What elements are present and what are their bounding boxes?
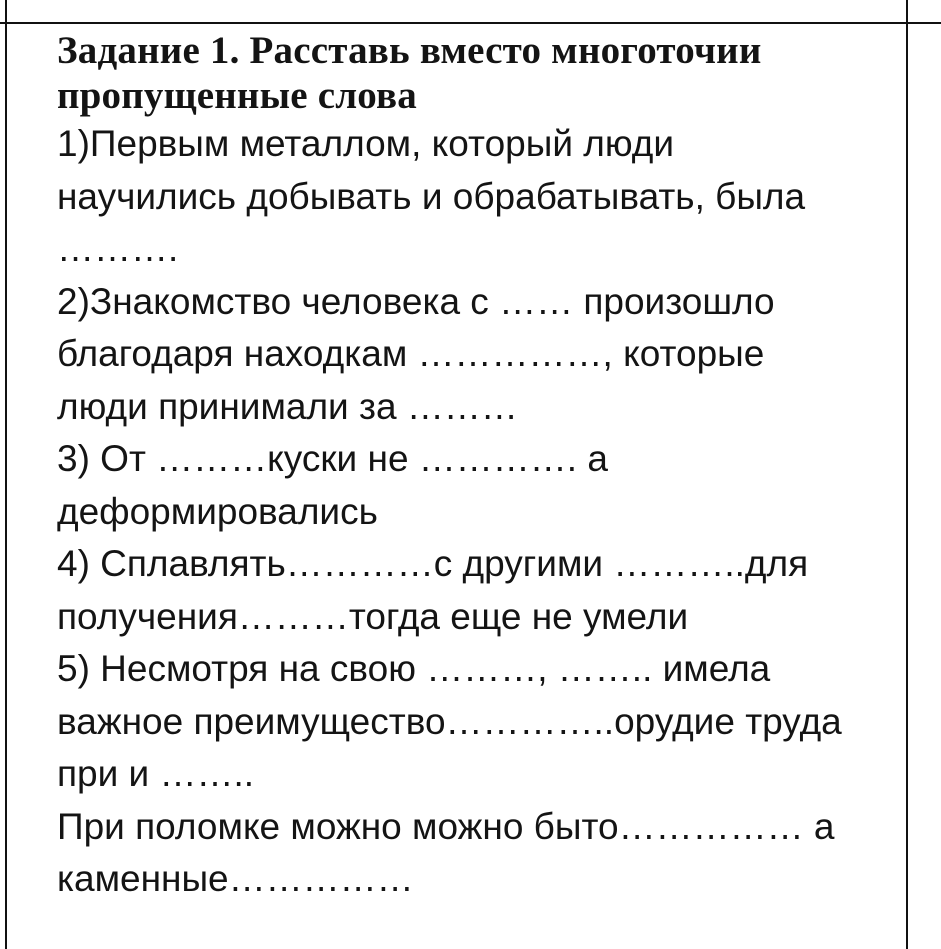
task-content	[57, 28, 897, 906]
text-line: 2)Знакомство человека с …… произошло	[57, 280, 775, 322]
text-line: каменные……………	[57, 858, 414, 899]
table-top-border	[0, 22, 941, 24]
text-line: деформировались	[57, 490, 378, 532]
text-line: 3) От ………куски не …………. а	[57, 438, 608, 479]
text-line: получения………тогда еще не умели	[57, 595, 689, 637]
table-right-border	[906, 0, 908, 949]
text-line: люди принимали за ………	[57, 385, 518, 427]
text-line: При поломке можно можно быто…………… а	[57, 805, 835, 847]
task-title-line-2: пропущенные слова	[57, 74, 417, 117]
task-title-line-1: Задание 1. Расставь вместо многоточии	[57, 29, 762, 72]
text-line: 1)Первым металлом, который люди	[57, 123, 675, 164]
text-line: при и ……..	[57, 753, 255, 794]
text-line: 5) Несмотря на свою ………, …….. имела	[57, 648, 771, 689]
table-left-border	[5, 0, 7, 949]
text-line: важное преимущество…………..орудие труда	[57, 700, 842, 742]
text-line: ……….	[57, 228, 179, 269]
text-line: 4) Сплавлять…………с другими ………..для	[57, 543, 809, 584]
text-line: благодаря находкам ……………, которые	[57, 333, 765, 374]
text-line: научились добывать и обрабатывать, была	[57, 175, 806, 217]
